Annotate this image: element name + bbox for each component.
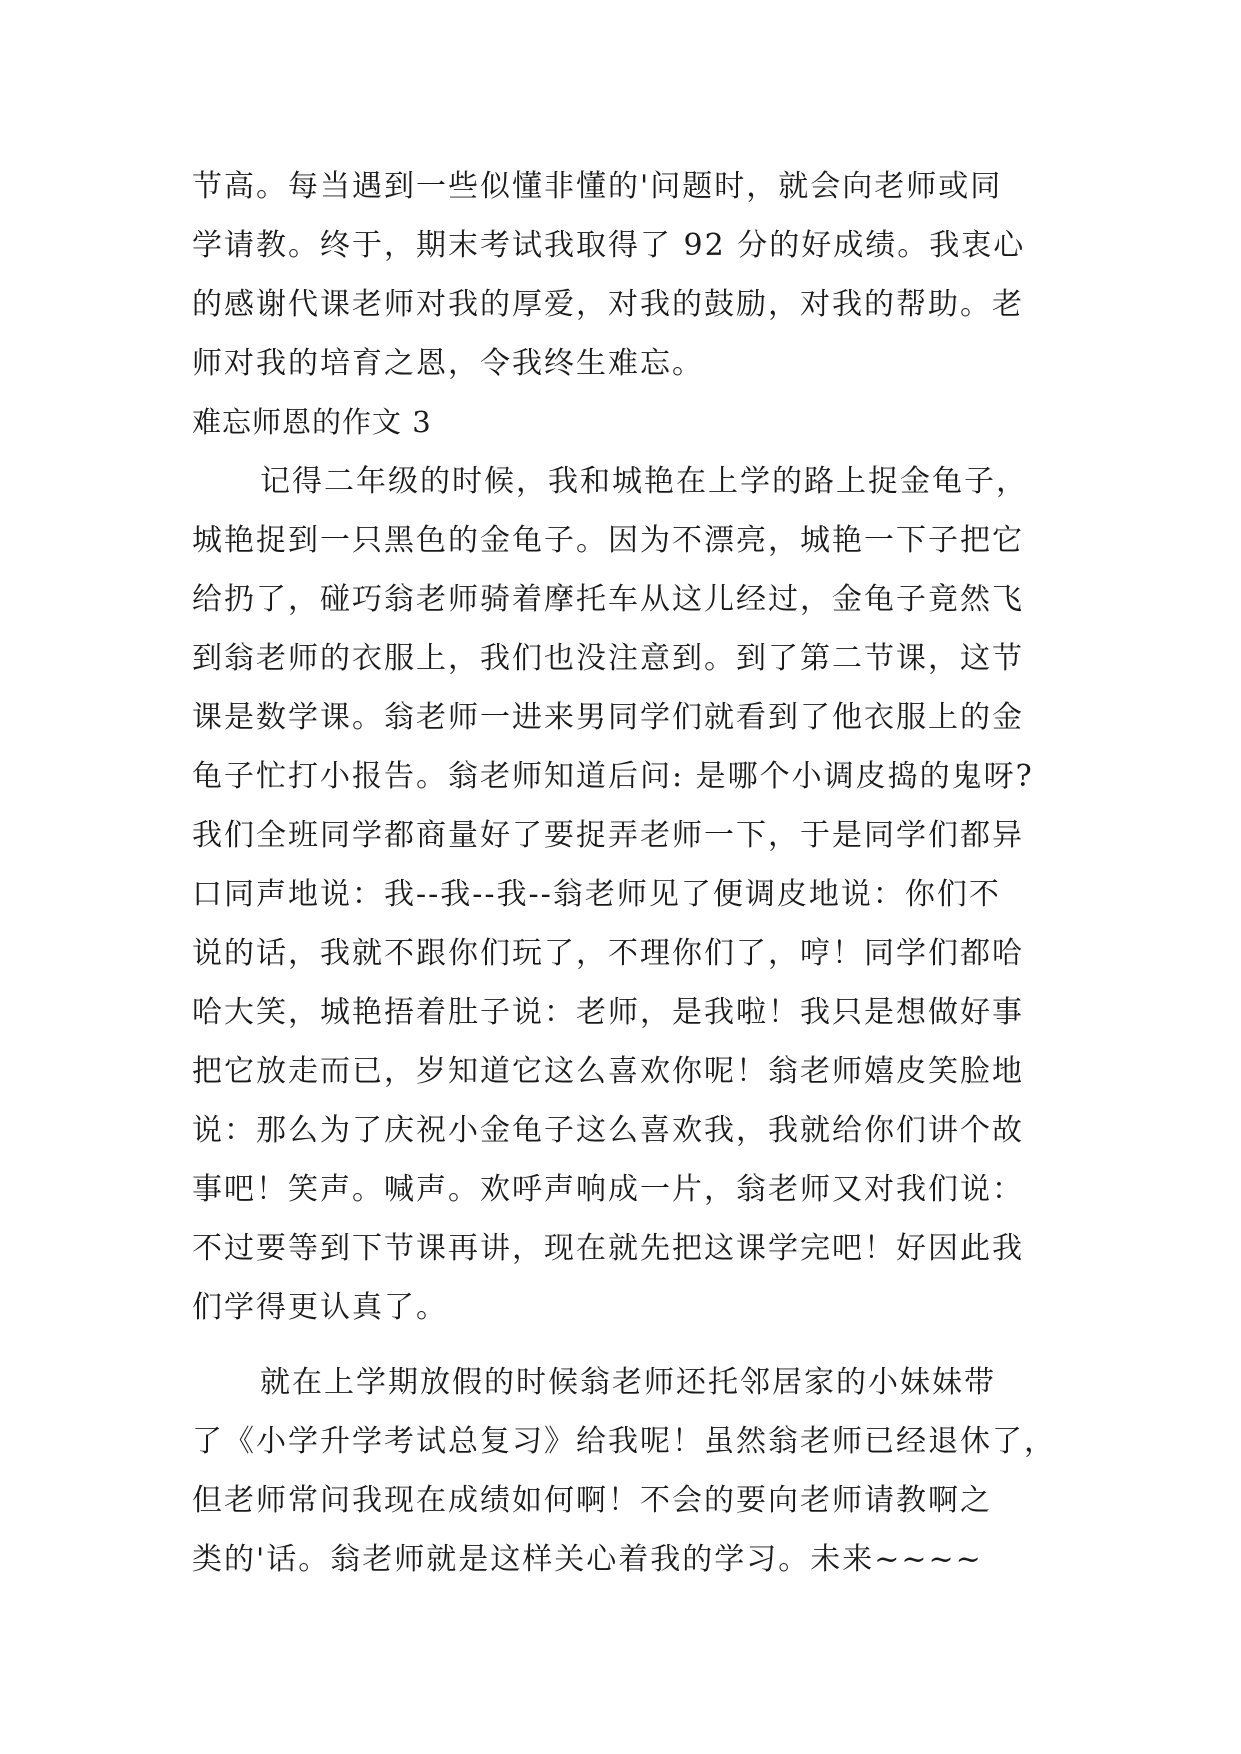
text-line: 把它放走而已，岁知道它这么喜欢你呢！翁老师嬉皮笑脸地 xyxy=(192,1054,1024,1089)
paragraph-1 xyxy=(192,452,1072,1337)
text-line: 城艳捉到一只黑色的金龟子。因为不漂亮，城艳一下子把它 xyxy=(192,523,1024,558)
text-line: 事吧！笑声。喊声。欢呼声响成一片，翁老师又对我们说： xyxy=(192,1172,1024,1207)
text-line: 给扔了，碰巧翁老师骑着摩托车从这儿经过，金龟子竟然飞 xyxy=(192,582,1024,617)
text-line: 课是数学课。翁老师一进来男同学们就看到了他衣服上的金 xyxy=(192,700,1024,735)
text-line: 不过要等到下节课再讲，现在就先把这课学完吧！好因此我 xyxy=(192,1231,1024,1266)
text-line: 记得二年级的时候，我和城艳在上学的路上捉金龟子， xyxy=(260,464,1028,499)
text-line: 学请教。终于，期末考试我取得了 92 分的好成绩。我衷心 xyxy=(192,228,1026,263)
text-line: 到翁老师的衣服上，我们也没注意到。到了第二节课，这节 xyxy=(192,641,1024,676)
paragraph-gap xyxy=(192,1337,1072,1353)
text-line: 但老师常问我现在成绩如何啊！不会的要向老师请教啊之 xyxy=(192,1483,992,1518)
text-line: 们学得更认真了。 xyxy=(192,1290,448,1325)
text-line: 节高。每当遇到一些似懂非懂的'问题时，就会向老师或同 xyxy=(192,169,1003,204)
essay-heading: 难忘师恩的作文 3 xyxy=(192,405,432,439)
text-line: 说的话，我就不跟你们玩了，不理你们了，哼！同学们都哈 xyxy=(192,936,1024,971)
text-line: 类的'话。翁老师就是这样关心着我的学习。未来~~~~ xyxy=(192,1542,983,1577)
text-line: 说：那么为了庆祝小金龟子这么喜欢我，我就给你们讲个故 xyxy=(192,1113,1024,1148)
text-line: 的感谢代课老师对我的厚爱，对我的鼓励，对我的帮助。老 xyxy=(192,287,1024,322)
paragraph-2 xyxy=(192,1353,1072,1589)
text-line: 师对我的培育之恩，令我终生难忘。 xyxy=(192,346,704,381)
continued-paragraph xyxy=(192,157,1072,393)
document-body xyxy=(192,157,1072,1589)
text-line: 就在上学期放假的时候翁老师还托邻居家的小妹妹带 xyxy=(260,1365,996,1400)
text-line: 龟子忙打小报告。翁老师知道后问: 是哪个小调皮捣的鬼呀? xyxy=(192,759,1034,794)
text-line: 口同声地说：我--我--我--翁老师见了便调皮地说：你们不 xyxy=(192,877,1001,912)
text-line: 我们全班同学都商量好了要捉弄老师一下，于是同学们都异 xyxy=(192,818,1024,853)
text-line: 哈大笑，城艳捂着肚子说：老师，是我啦！我只是想做好事 xyxy=(192,995,1024,1030)
text-line: 了《小学升学考试总复习》给我呢！虽然翁老师已经退休了， xyxy=(192,1424,1056,1459)
